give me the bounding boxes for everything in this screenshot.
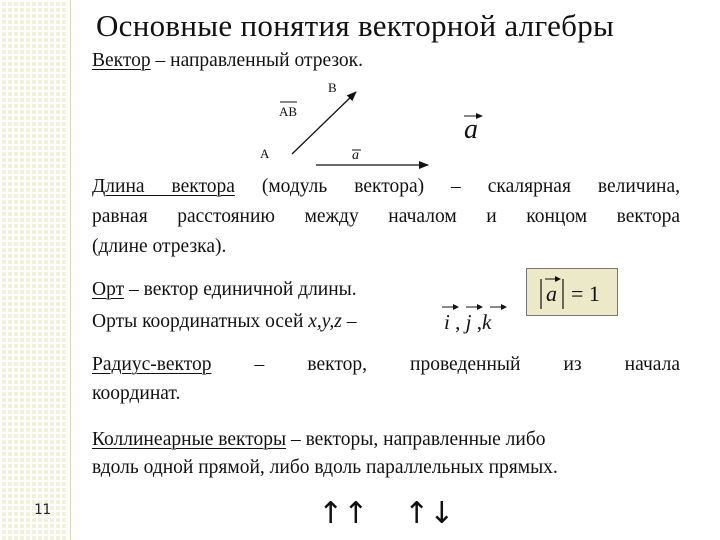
point-a-label: A (260, 146, 270, 161)
term-collinear: Коллинеарные векторы (92, 429, 287, 450)
vector-definition-text: – направленный отрезок. (150, 50, 364, 71)
term-radius-vector: Радиус-вектор (92, 354, 212, 375)
radius-vector-definition (92, 350, 680, 408)
vector-a-large-label: a (464, 114, 478, 145)
unit-vectors-prefix: Орты координатных осей (92, 311, 309, 332)
term-length: Длина вектора (92, 176, 235, 197)
unit-vector-i: i (444, 310, 450, 334)
unit-vector-k: k (481, 310, 492, 334)
vector-definition (92, 48, 363, 74)
slide-title: Основные понятия векторной алгебры (96, 8, 615, 43)
codirectional-symbol: ↑↑ (318, 496, 369, 531)
opposite-direction-symbol: ↑↓ (404, 496, 455, 531)
length-definition-line1: (модуль вектора) – скалярная величина, (234, 176, 680, 197)
point-b-label: B (328, 80, 337, 95)
term-ort: Орт (92, 279, 125, 300)
unit-vectors-ijk: i , j ,k (444, 310, 492, 334)
vector-ab-arrow (292, 92, 356, 154)
unit-vector-definition-text: – вектор единичной длины. (124, 279, 357, 300)
unit-length-formula (526, 268, 618, 316)
decorative-sidebar (0, 0, 68, 540)
formula-equals-one: = 1 (571, 281, 600, 306)
slide-number: 11 (34, 502, 51, 518)
axes-label: x,y,z (308, 311, 342, 332)
radius-vector-definition-line2: координат. (92, 383, 181, 404)
radius-vector-definition-text: – вектор, проведенный из начала (211, 354, 680, 375)
length-definition-line3: (длине отрезка). (92, 236, 227, 257)
term-vector: Вектор (92, 50, 151, 71)
unit-vector-j: j (465, 310, 472, 334)
unit-vector-definition (92, 274, 357, 338)
length-definition-line2: равная расстоянию между началом и концом вектора (92, 206, 680, 227)
vector-a-small-label: a (352, 148, 359, 163)
collinear-definition-text: – векторы, направленные либо (286, 429, 546, 450)
vector-ab-label: AB (279, 104, 298, 119)
axes-dash: – (341, 311, 357, 332)
length-definition (92, 172, 680, 262)
collinear-definition-line2: вдоль одной прямой, либо вдоль параллельных прямых. (92, 457, 558, 478)
formula-a: a (546, 281, 557, 306)
sidebar-divider (70, 0, 71, 540)
collinear-definition (92, 426, 680, 482)
